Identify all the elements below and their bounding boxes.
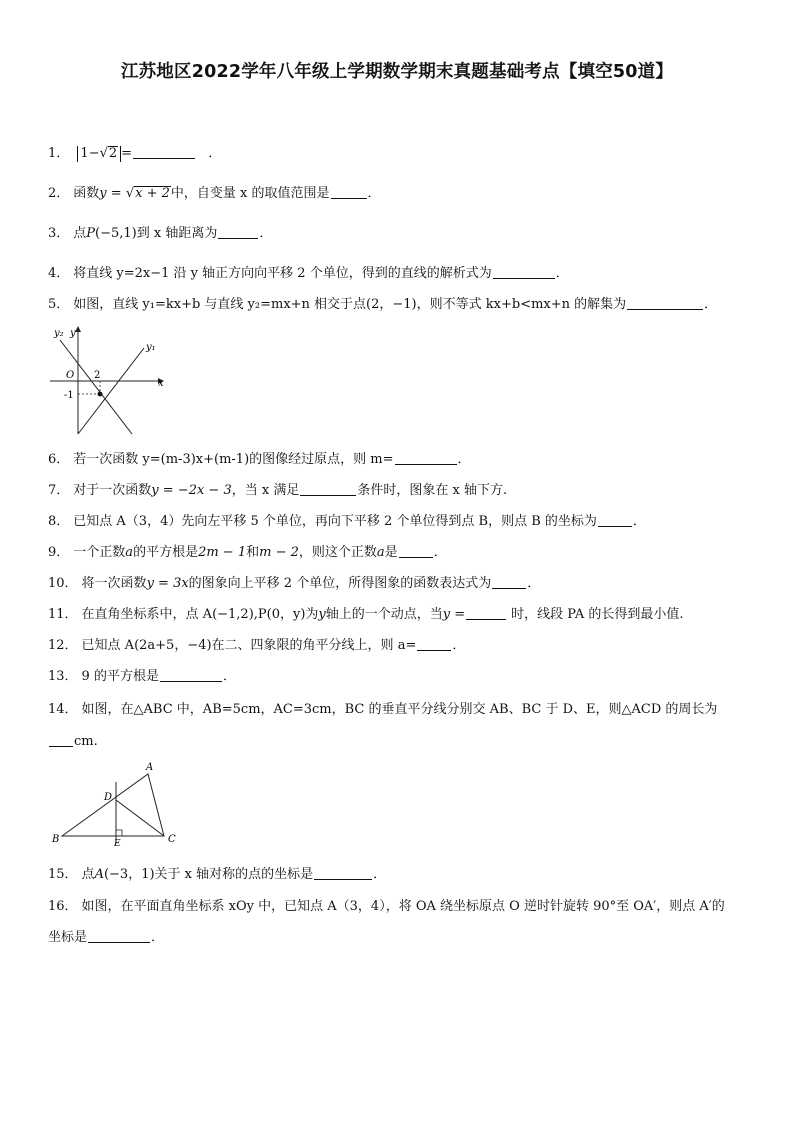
question-text: 若一次函数 y=(m-3)x+(m-1)的图像经过原点，则 m= <box>73 452 394 467</box>
answer-blank[interactable] <box>417 636 451 651</box>
question-text: 和 <box>246 545 260 560</box>
question-text: 条件时，图象在 x 轴下方. <box>357 483 508 498</box>
abs-term: 1− <box>80 146 100 161</box>
right-angle-mark <box>116 830 122 836</box>
period: ． <box>208 146 222 161</box>
label-neg1: -1 <box>64 390 74 401</box>
answer-blank[interactable] <box>88 928 150 943</box>
question-text: 轴上的一个动点，当 <box>325 607 443 622</box>
question-1 <box>48 138 754 169</box>
segment-dc <box>116 800 164 836</box>
question-text: ，则这个正数 <box>298 545 377 560</box>
question-number: 13． <box>48 669 78 684</box>
question-text: 在直角坐标系中，点 A(−1,2),P(0，y)为 <box>81 607 319 622</box>
sqrt-radicand: x + 2 <box>135 186 170 201</box>
answer-blank[interactable] <box>331 184 367 199</box>
question-6 <box>48 444 754 475</box>
question-7 <box>48 475 754 506</box>
math-var: a <box>125 545 134 560</box>
answer-blank[interactable] <box>160 667 222 682</box>
absolute-value: 1−√2 <box>77 146 121 162</box>
answer-blank[interactable] <box>300 481 356 496</box>
question-text: 将直线 y=2x−1 沿 y 轴正方向向平移 2 个单位，得到的直线的解析式为 <box>73 266 492 281</box>
question-number: 16． <box>48 899 78 914</box>
question-text: 时，线段 PA 的长得到最小值. <box>511 607 684 622</box>
question-number: 11． <box>48 607 78 622</box>
question-9 <box>48 537 754 568</box>
period: ． <box>373 867 387 882</box>
answer-blank[interactable] <box>49 732 73 747</box>
question-text: 是 <box>384 545 398 560</box>
math-expression: y = 3x <box>146 576 189 591</box>
question-2: 2． 函数y = √x + 2中，自变量 x 的取值范围是 ． <box>48 186 381 201</box>
question-number: 1． <box>48 146 70 161</box>
label-2: 2 <box>94 370 101 381</box>
question-text: 的平方根是 <box>133 545 199 560</box>
question-number: 12． <box>48 638 78 653</box>
unit: cm. <box>74 734 98 749</box>
question-15 <box>48 859 754 890</box>
question-16 <box>48 891 754 922</box>
answer-blank[interactable] <box>395 450 457 465</box>
figure-q14-triangle <box>48 760 188 850</box>
coordinate: (−5,1) <box>95 226 137 241</box>
question-text: 将一次函数 <box>81 576 147 591</box>
question-number: 9． <box>48 545 70 560</box>
question-number: 4． <box>48 266 70 281</box>
figure-q5-graph <box>48 322 168 440</box>
answer-blank[interactable] <box>493 264 555 279</box>
question-13 <box>48 661 754 692</box>
question-text: 中，自变量 x 的取值范围是 <box>170 186 330 201</box>
question-text: 一个正数 <box>73 545 126 560</box>
line-y1 <box>78 348 144 434</box>
answer-blank[interactable] <box>466 605 506 620</box>
question-8 <box>48 506 754 537</box>
label-y2: y₂ <box>54 328 64 339</box>
period: ． <box>259 226 273 241</box>
question-number: 14． <box>48 702 78 717</box>
question-text: 如图，在△ABC 中，AB=5cm，AC=3cm，BC 的垂直平分线分别交 AB、BC 于 D、E，则△ACD 的周长为 <box>81 702 718 717</box>
question-number: 15． <box>48 867 78 882</box>
question-4 <box>48 258 754 289</box>
label-y1: y₁ <box>146 342 156 353</box>
question-number: 10． <box>48 576 78 591</box>
answer-blank[interactable] <box>314 865 372 880</box>
label-D: D <box>104 792 113 803</box>
question-16-line2 <box>48 928 164 948</box>
question-number: 6． <box>48 452 70 467</box>
answer-blank[interactable] <box>399 543 433 558</box>
question-text: ，当 x 满足 <box>231 483 300 498</box>
label-y: y <box>70 328 76 339</box>
question-number: 5． <box>48 297 70 312</box>
label-C: C <box>168 834 176 845</box>
math-expression: 2m − 1 <box>198 545 247 560</box>
question-5 <box>48 289 754 320</box>
question-11 <box>48 599 754 630</box>
math-var: a <box>376 545 385 560</box>
equals: = <box>106 186 126 201</box>
period: ． <box>433 545 447 560</box>
math-var: y <box>318 607 326 622</box>
question-number: 8． <box>48 514 70 529</box>
triangle-abc <box>62 774 164 836</box>
math-expression: m − 2 <box>259 545 299 560</box>
label-E: E <box>114 839 121 849</box>
period: ． <box>555 266 569 281</box>
question-text: 到 x 轴距离为 <box>136 226 218 241</box>
question-text: 9 的平方根是 <box>81 669 159 684</box>
answer-blank[interactable] <box>598 512 632 527</box>
period: ． <box>457 452 471 467</box>
question-number: 2． <box>48 186 70 201</box>
question-text: 点 <box>73 226 87 241</box>
question-10 <box>48 568 754 599</box>
question-text: 如图，直线 y₁=kx+b 与直线 y₂=mx+n 相交于点(2，−1)，则不等式 kx+b<mx+n 的解集为 <box>73 297 627 312</box>
sqrt-radicand: 2 <box>108 146 118 161</box>
question-number: 3． <box>48 226 70 241</box>
period: ． <box>527 576 541 591</box>
period: ． <box>704 297 718 312</box>
math-var: y <box>99 186 107 201</box>
period: ． <box>151 930 165 945</box>
period: ． <box>452 638 466 653</box>
question-text: 点 <box>81 867 95 882</box>
question-text: (−3，1)关于 x 轴对称的点的坐标是 <box>103 867 314 882</box>
question-text: 函数 <box>73 186 100 201</box>
math-expression: y = <box>442 607 466 622</box>
math-expression: y = −2x − 3 <box>151 483 232 498</box>
period: ． <box>367 186 381 201</box>
question-text: 已知点 A(2a+5，−4)在二、四象限的角平分线上，则 a= <box>81 638 417 653</box>
question-14-line2 <box>48 732 98 752</box>
period: ． <box>632 514 646 529</box>
math-var: P <box>86 226 96 241</box>
math-var: A <box>94 867 104 882</box>
answer-blank[interactable] <box>627 295 703 310</box>
answer-blank[interactable] <box>133 144 195 159</box>
line-y2 <box>60 340 132 434</box>
question-text: 已知点 A（3，4）先向左平移 5 个单位，再向下平移 2 个单位得到点 B，则点 B 的坐标为 <box>73 514 597 529</box>
question-14 <box>48 694 754 725</box>
y-axis-arrow <box>75 326 81 332</box>
label-x: x <box>158 378 164 389</box>
period: ． <box>222 669 236 684</box>
page-title: 江苏地区2022学年八年级上学期数学期末真题基础考点【填空50道】 <box>120 62 674 82</box>
label-origin: O <box>66 370 75 381</box>
question-3 <box>48 218 754 249</box>
label-B: B <box>52 834 60 845</box>
label-A: A <box>146 762 154 773</box>
question-text: 的图象向上平移 2 个单位，所得图象的函数表达式为 <box>188 576 492 591</box>
question-text: 坐标是 <box>48 930 88 945</box>
answer-blank[interactable] <box>492 574 526 589</box>
question-number: 7． <box>48 483 70 498</box>
answer-blank[interactable] <box>218 224 258 239</box>
question-text: 对于一次函数 <box>73 483 152 498</box>
question-12 <box>48 630 754 661</box>
equals: = <box>121 146 133 161</box>
intersection-point <box>98 392 103 397</box>
question-text: 如图，在平面直角坐标系 xOy 中，已知点 A（3，4），将 OA 绕坐标原点 O 逆时针旋转 90°至 OA′，则点 A′的 <box>81 899 725 914</box>
